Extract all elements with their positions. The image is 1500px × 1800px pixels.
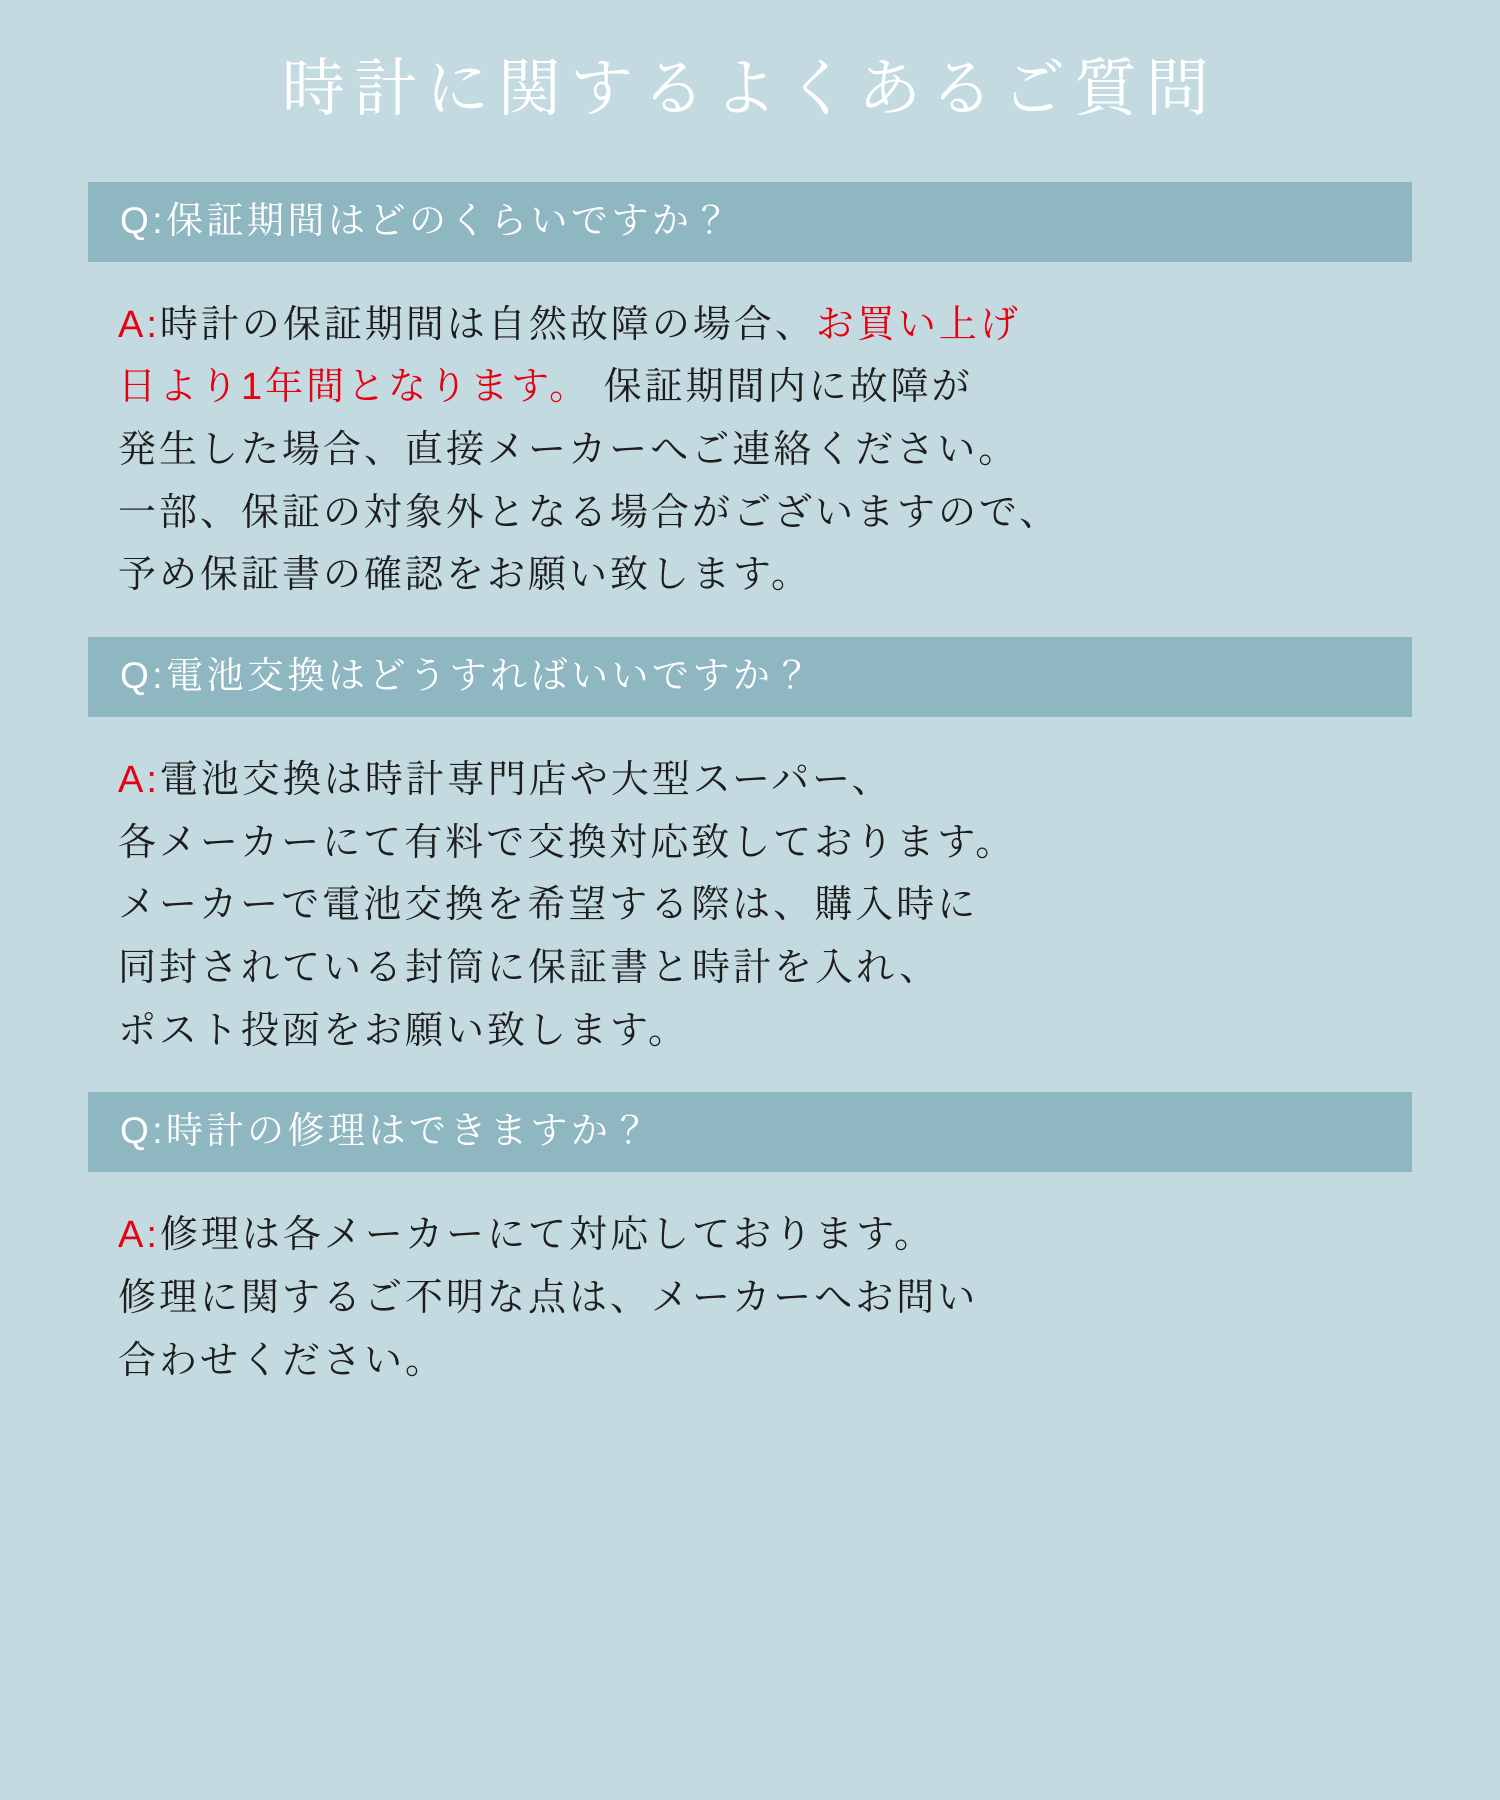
answer-marker: A: xyxy=(118,1214,160,1257)
faq-answer-3 xyxy=(0,1172,1500,1422)
answer-line: 一部、保証の対象外となる場合がございますので、 xyxy=(118,491,1061,534)
answer-line: 保証期間内に故障が xyxy=(590,366,973,409)
answer-line: 発生した場合、直接メーカーへご連絡ください。 xyxy=(118,428,1020,471)
answer-line: 修理は各メーカーにて対応しております。 xyxy=(159,1214,936,1257)
answer-line: 時計の保証期間は自然故障の場合、 xyxy=(159,303,816,346)
faq-answer-1 xyxy=(0,262,1500,637)
answer-line: 同封されている封筒に保証書と時計を入れ、 xyxy=(118,946,941,989)
answer-marker: A: xyxy=(118,303,160,346)
faq-item xyxy=(0,1092,1500,1422)
answer-line: ポスト投函をお願い致します。 xyxy=(118,1009,689,1052)
faq-question-3[interactable]: Q:時計の修理はできますか？ xyxy=(88,1092,1412,1172)
answer-line: メーカーで電池交換を希望する際は、購入時に xyxy=(118,884,979,927)
answer-marker: A: xyxy=(118,758,160,801)
answer-line: 各メーカーにて有料で交換対応致しております。 xyxy=(118,821,1017,864)
faq-question-1[interactable]: Q:保証期間はどのくらいですか？ xyxy=(88,182,1412,262)
answer-line-highlight: 日より1年間となります。 xyxy=(118,366,591,409)
answer-line: 合わせください。 xyxy=(118,1339,447,1382)
answer-line-highlight: お買い上げ xyxy=(815,303,1021,346)
answer-line: 修理に関するご不明な点は、メーカーへお問い xyxy=(118,1276,979,1319)
page-title: 時計に関するよくあるご質問 xyxy=(282,54,1218,124)
faq-answer-2 xyxy=(0,717,1500,1092)
answer-line: 電池交換は時計専門店や大型スーパー、 xyxy=(159,758,893,801)
faq-list xyxy=(0,182,1500,1423)
answer-line: 予め保証書の確認をお願い致します。 xyxy=(118,554,812,597)
faq-item xyxy=(0,637,1500,1092)
faq-item xyxy=(0,182,1500,637)
faq-question-2[interactable]: Q:電池交換はどうすればいいですか？ xyxy=(88,637,1412,717)
